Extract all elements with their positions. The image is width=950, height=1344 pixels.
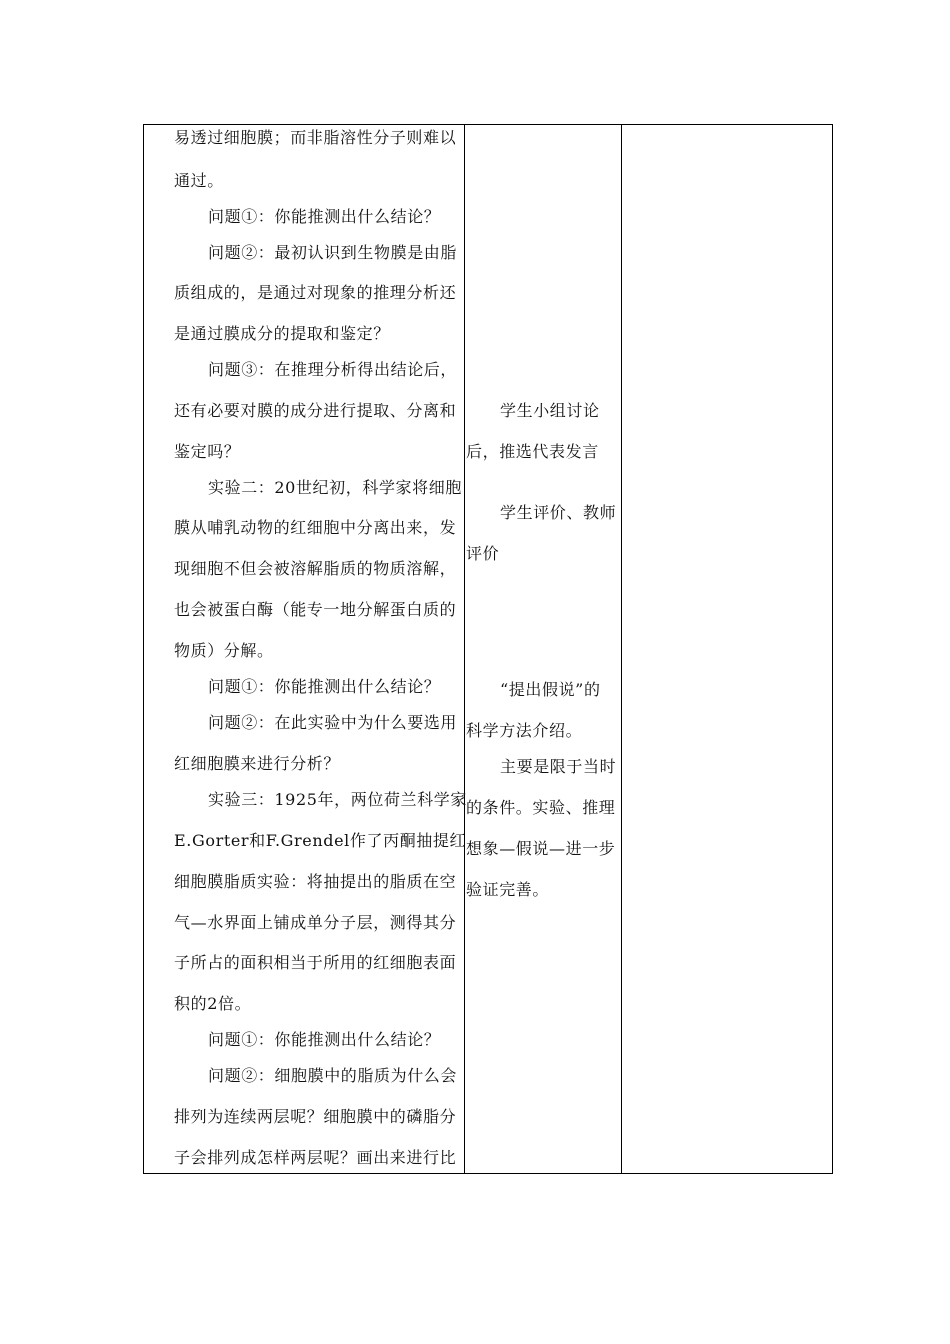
text-line: 易透过细胞膜；而非脂溶性分子则难以 bbox=[174, 128, 457, 147]
text-line: 膜从哺乳动物的红细胞中分离出来，发 bbox=[174, 518, 457, 537]
text-line: 现细胞不但会被溶解脂质的物质溶解， bbox=[174, 559, 457, 578]
text-line: 通过。 bbox=[174, 171, 224, 190]
text-line: 红细胞膜来进行分析？ bbox=[174, 754, 341, 773]
text-line: 验证完善。 bbox=[466, 880, 550, 899]
lesson-table bbox=[143, 124, 833, 1174]
text-line: 也会被蛋白酶（能专一地分解蛋白质的 bbox=[174, 600, 457, 619]
text-line: 问题②：在此实验中为什么要选用 bbox=[208, 713, 458, 732]
text-line: 问题②：最初认识到生物膜是由脂 bbox=[208, 243, 458, 262]
text-line: “提出假说”的 bbox=[500, 680, 601, 699]
text-line: 子会排列成怎样两层呢？画出来进行比 bbox=[174, 1148, 457, 1167]
text-line: 质组成的，是通过对现象的推理分析还 bbox=[174, 283, 457, 302]
text-line: 评价 bbox=[466, 544, 500, 563]
text-line: 问题①：你能推测出什么结论？ bbox=[208, 1030, 441, 1049]
column-divider-1 bbox=[464, 125, 465, 1173]
text-line: 是通过膜成分的提取和鉴定？ bbox=[174, 324, 390, 343]
text-line: 子所占的面积相当于所用的红细胞表面 bbox=[174, 953, 457, 972]
text-line: 问题①：你能推测出什么结论？ bbox=[208, 677, 441, 696]
text-line: 主要是限于当时 bbox=[500, 757, 617, 776]
text-line: 物质）分解。 bbox=[174, 641, 274, 660]
text-line: 后，推选代表发言 bbox=[466, 442, 599, 461]
text-line: 实验二：20世纪初，科学家将细胞 bbox=[208, 478, 462, 497]
text-line: 实验三：1925年，两位荷兰科学家 bbox=[208, 790, 467, 809]
text-line: 的条件。实验、推理 bbox=[466, 798, 616, 817]
right-column bbox=[622, 125, 832, 1173]
text-line: 想象—假说—进一步 bbox=[466, 839, 616, 858]
text-line: 问题①：你能推测出什么结论？ bbox=[208, 207, 441, 226]
text-line: 问题③：在推理分析得出结论后， bbox=[208, 360, 458, 379]
text-line: 细胞膜脂质实验：将抽提出的脂质在空 bbox=[174, 872, 457, 891]
text-line: 积的2倍。 bbox=[174, 994, 252, 1013]
text-line: 科学方法介绍。 bbox=[466, 721, 583, 740]
text-line: 还有必要对膜的成分进行提取、分离和 bbox=[174, 401, 457, 420]
text-line: 排列为连续两层呢？细胞膜中的磷脂分 bbox=[174, 1107, 457, 1126]
text-line: E.Gorter和F.Grendel作了丙酮抽提红 bbox=[174, 831, 467, 850]
text-line: 问题②：细胞膜中的脂质为什么会 bbox=[208, 1066, 458, 1085]
text-line: 学生评价、教师 bbox=[500, 503, 617, 522]
text-line: 鉴定吗？ bbox=[174, 442, 241, 461]
text-line: 学生小组讨论 bbox=[500, 401, 600, 420]
text-line: 气—水界面上铺成单分子层，测得其分 bbox=[174, 913, 457, 932]
